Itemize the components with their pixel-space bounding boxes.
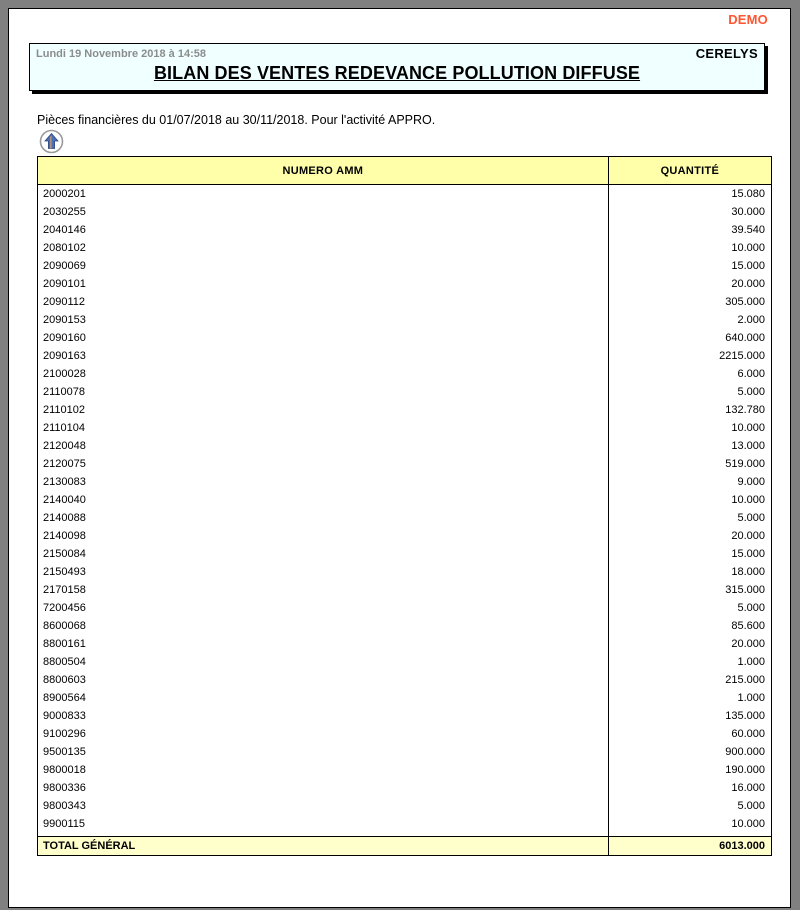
table-row: [38, 725, 772, 743]
cell-numero-amm: 2040146: [38, 221, 609, 239]
page-title: BILAN DES VENTES REDEVANCE POLLUTION DIFFUSE: [153, 63, 641, 83]
cell-numero-amm: 2140088: [38, 509, 609, 527]
table-row: [38, 689, 772, 707]
report-page: [8, 8, 791, 908]
table-row: [38, 599, 772, 617]
table-row: [38, 815, 772, 833]
table-row: [38, 653, 772, 671]
table-header: [38, 157, 772, 185]
table-row: [38, 617, 772, 635]
demo-watermark: DEMO: [728, 12, 768, 27]
cell-quantite: 305.000: [608, 293, 771, 311]
cell-numero-amm: 8800603: [38, 671, 609, 689]
cell-quantite: 6.000: [608, 365, 771, 383]
cell-numero-amm: 2120048: [38, 437, 609, 455]
table-row: [38, 707, 772, 725]
table-row: [38, 635, 772, 653]
report-header-block: [29, 43, 765, 91]
cell-quantite: 20.000: [608, 527, 771, 545]
table-row: [38, 743, 772, 761]
cell-numero-amm: 2090101: [38, 275, 609, 293]
company-name: CERELYS: [695, 46, 758, 61]
cell-numero-amm: 9000833: [38, 707, 609, 725]
cell-quantite: 132.780: [608, 401, 771, 419]
cell-numero-amm: 2110078: [38, 383, 609, 401]
cell-numero-amm: 9800343: [38, 797, 609, 815]
cell-quantite: 85.600: [608, 617, 771, 635]
table-row: [38, 473, 772, 491]
cell-quantite: 9.000: [608, 473, 771, 491]
table-row: [38, 509, 772, 527]
cell-quantite: 15.000: [608, 257, 771, 275]
report-timestamp: Lundi 19 Novembre 2018 à 14:58: [36, 48, 206, 60]
cell-numero-amm: 2090160: [38, 329, 609, 347]
cell-numero-amm: 2110104: [38, 419, 609, 437]
cell-quantite: 5.000: [608, 599, 771, 617]
sales-report-table: [37, 156, 772, 856]
cell-quantite: 30.000: [608, 203, 771, 221]
cell-numero-amm: 2110102: [38, 401, 609, 419]
cell-numero-amm: 2140040: [38, 491, 609, 509]
cell-quantite: 15.000: [608, 545, 771, 563]
cell-numero-amm: 2150493: [38, 563, 609, 581]
cell-quantite: 2215.000: [608, 347, 771, 365]
cell-numero-amm: 2140098: [38, 527, 609, 545]
cell-quantite: 10.000: [608, 239, 771, 257]
cell-quantite: 39.540: [608, 221, 771, 239]
cell-numero-amm: 9800018: [38, 761, 609, 779]
cell-quantite: 5.000: [608, 797, 771, 815]
table-row: [38, 527, 772, 545]
cell-numero-amm: 2090069: [38, 257, 609, 275]
cell-numero-amm: 2090163: [38, 347, 609, 365]
cell-numero-amm: 2150084: [38, 545, 609, 563]
table-row: [38, 203, 772, 221]
cell-numero-amm: 8800504: [38, 653, 609, 671]
table-row: [38, 401, 772, 419]
cell-numero-amm: 2090153: [38, 311, 609, 329]
cell-numero-amm: 2000201: [38, 185, 609, 204]
cell-numero-amm: 8800161: [38, 635, 609, 653]
table-row: [38, 185, 772, 204]
table-row: [38, 329, 772, 347]
cell-quantite: 640.000: [608, 329, 771, 347]
cell-numero-amm: 2080102: [38, 239, 609, 257]
table-row: [38, 437, 772, 455]
cell-numero-amm: 9900115: [38, 815, 609, 833]
cell-quantite: 2.000: [608, 311, 771, 329]
table-row: [38, 365, 772, 383]
table-row: [38, 797, 772, 815]
cell-numero-amm: 2030255: [38, 203, 609, 221]
table-row: [38, 239, 772, 257]
table-row: [38, 491, 772, 509]
cell-quantite: 20.000: [608, 275, 771, 293]
table-row: [38, 419, 772, 437]
table-row: [38, 779, 772, 797]
cell-quantite: 1.000: [608, 689, 771, 707]
table-row: [38, 311, 772, 329]
cell-numero-amm: 9500135: [38, 743, 609, 761]
cell-numero-amm: 8900564: [38, 689, 609, 707]
cell-quantite: 13.000: [608, 437, 771, 455]
table-row: [38, 275, 772, 293]
cell-quantite: 20.000: [608, 635, 771, 653]
header-top-row: [36, 47, 758, 61]
cell-quantite: 315.000: [608, 581, 771, 599]
table-row: [38, 293, 772, 311]
table-row: [38, 671, 772, 689]
cell-numero-amm: 2130083: [38, 473, 609, 491]
cell-quantite: 900.000: [608, 743, 771, 761]
table-row: [38, 455, 772, 473]
table-row: [38, 761, 772, 779]
table-row: [38, 383, 772, 401]
table-body: [38, 185, 772, 856]
table-row: [38, 563, 772, 581]
cell-numero-amm: 7200456: [38, 599, 609, 617]
cell-numero-amm: 9800336: [38, 779, 609, 797]
column-header-numero-amm: NUMERO AMM: [38, 157, 609, 185]
column-header-quantite: QUANTITÉ: [608, 157, 771, 185]
cell-numero-amm: 2170158: [38, 581, 609, 599]
cell-quantite: 16.000: [608, 779, 771, 797]
cell-quantite: 5.000: [608, 509, 771, 527]
table-row: [38, 347, 772, 365]
cell-quantite: 190.000: [608, 761, 771, 779]
cell-quantite: 18.000: [608, 563, 771, 581]
cell-quantite: 5.000: [608, 383, 771, 401]
cell-numero-amm: 8600068: [38, 617, 609, 635]
table-row: [38, 221, 772, 239]
table-row: [38, 581, 772, 599]
table-row: [38, 545, 772, 563]
report-filter-description: Pièces financières du 01/07/2018 au 30/11/2018. Pour l'activité APPRO.: [37, 113, 436, 127]
cell-numero-amm: 2090112: [38, 293, 609, 311]
cell-numero-amm: 9100296: [38, 725, 609, 743]
cell-quantite: 60.000: [608, 725, 771, 743]
up-arrow-circle-icon[interactable]: [39, 129, 64, 154]
cell-numero-amm: 2120075: [38, 455, 609, 473]
cell-quantite: 519.000: [608, 455, 771, 473]
cell-quantite: 10.000: [608, 491, 771, 509]
cell-quantite: 215.000: [608, 671, 771, 689]
table-total-row: [38, 837, 772, 856]
total-value: 6013.000: [608, 837, 771, 856]
cell-quantite: 135.000: [608, 707, 771, 725]
cell-numero-amm: 2100028: [38, 365, 609, 383]
cell-quantite: 10.000: [608, 815, 771, 833]
table-header-row: [38, 157, 772, 185]
cell-quantite: 1.000: [608, 653, 771, 671]
cell-quantite: 10.000: [608, 419, 771, 437]
total-label: TOTAL GÉNÉRAL: [38, 837, 609, 856]
cell-quantite: 15.080: [608, 185, 771, 204]
table-row: [38, 257, 772, 275]
